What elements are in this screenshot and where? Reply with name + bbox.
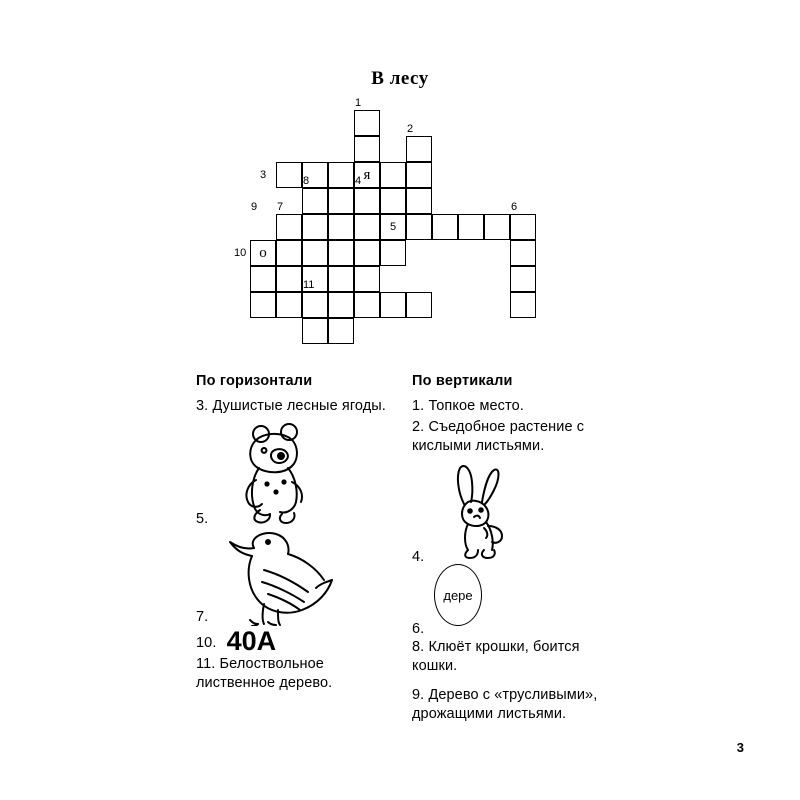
crossword-cell[interactable]	[380, 240, 406, 266]
crossword-cell[interactable]	[354, 292, 380, 318]
crossword-cell-letter	[251, 267, 275, 291]
crossword-cell[interactable]	[328, 214, 354, 240]
page-number: 3	[736, 740, 744, 755]
clue-number: 11.	[196, 656, 216, 672]
clue-text: Белоствольное лиственное дерево.	[196, 656, 333, 691]
crossword-cell[interactable]	[328, 188, 354, 214]
clue-number: 10.	[196, 635, 217, 651]
crossword-cell[interactable]	[380, 292, 406, 318]
crossword-clue-number: 11	[303, 279, 315, 291]
crow-drawing	[224, 530, 344, 626]
clue-down-2	[412, 418, 612, 456]
crossword-clue-number: 1	[355, 97, 362, 109]
crossword-cell-letter	[381, 163, 405, 187]
crossword-cell-letter	[511, 267, 535, 291]
crossword-cell[interactable]	[510, 240, 536, 266]
crossword-cell[interactable]	[328, 292, 354, 318]
crossword-cell-letter	[277, 267, 301, 291]
crossword-cell-letter	[485, 215, 509, 239]
crossword-cell-letter	[303, 319, 327, 343]
crossword-cell[interactable]	[302, 214, 328, 240]
crossword-cell[interactable]	[458, 214, 484, 240]
crossword-cell-letter	[355, 189, 379, 213]
crossword-cell[interactable]	[302, 188, 328, 214]
across-heading: По горизонтали	[196, 373, 313, 389]
crossword-cell-letter	[511, 293, 535, 317]
clue-number: 4.	[412, 549, 425, 565]
clue-down-8	[412, 638, 612, 676]
crossword-cell-letter	[277, 293, 301, 317]
down-clue-column	[412, 372, 612, 726]
crossword-clue-number: 4	[355, 175, 362, 187]
crossword-cell[interactable]	[302, 318, 328, 344]
crossword-cell-letter	[303, 241, 327, 265]
clue-text: Топкое место.	[428, 398, 524, 414]
crossword-cell-letter	[303, 215, 327, 239]
crossword-cell-letter	[407, 293, 431, 317]
crossword-cell-letter	[329, 189, 353, 213]
crossword-cell[interactable]	[354, 136, 380, 162]
crossword-cell[interactable]	[328, 266, 354, 292]
clue-number: 5.	[196, 511, 209, 527]
across-clue-column	[196, 372, 396, 695]
crossword-cell[interactable]	[406, 188, 432, 214]
crossword-cell[interactable]	[406, 136, 432, 162]
down-heading: По вертикали	[412, 373, 513, 389]
rabbit-drawing	[438, 464, 528, 566]
bear-drawing	[226, 418, 336, 528]
crossword-cell-letter	[277, 241, 301, 265]
clue-number: 3.	[196, 398, 209, 414]
crossword-cell[interactable]	[276, 214, 302, 240]
crossword-cell-letter	[381, 293, 405, 317]
clue-across-5	[196, 418, 396, 534]
crossword-clue-number: 5	[390, 221, 397, 233]
crossword-cell[interactable]	[250, 292, 276, 318]
crossword-cell-letter	[329, 293, 353, 317]
clue-down-4	[412, 464, 612, 570]
crossword-cell-letter	[355, 137, 379, 161]
crossword-cell-letter	[251, 293, 275, 317]
clue-answer-graphic: 40А	[226, 626, 277, 656]
clue-down-9	[412, 686, 612, 724]
crossword-cell-letter	[355, 267, 379, 291]
crossword-cell[interactable]	[276, 162, 302, 188]
crossword-clue-number: 3	[260, 169, 267, 181]
crossword-cell[interactable]	[276, 240, 302, 266]
crossword-cell[interactable]	[406, 214, 432, 240]
crossword-cell-letter	[511, 241, 535, 265]
clue-text: Душистые лесные ягоды.	[212, 398, 386, 414]
crossword-cell-letter	[407, 137, 431, 161]
clue-text: Съедобное растение с кислыми листьями.	[412, 419, 585, 454]
crossword-cell-letter	[355, 293, 379, 317]
crossword-cell[interactable]	[302, 240, 328, 266]
oval-answer-text: дере	[443, 588, 473, 603]
crossword-cell-letter	[511, 215, 535, 239]
crossword-clue-number: 6	[511, 201, 518, 213]
crossword-cell-letter	[459, 215, 483, 239]
crossword-cell-letter	[381, 241, 405, 265]
crossword-cell-letter: о	[259, 245, 267, 261]
clue-number: 9.	[412, 687, 425, 703]
crossword-cell[interactable]	[302, 292, 328, 318]
crossword-cell-letter	[407, 163, 431, 187]
crossword-cell-letter	[303, 293, 327, 317]
crossword-cell[interactable]	[406, 292, 432, 318]
clue-number: 6.	[412, 621, 425, 637]
clue-down-1	[412, 397, 612, 416]
clue-text: Дерево с «трусливыми», дрожащими листьями.	[412, 687, 598, 722]
crossword-cell-letter	[329, 319, 353, 343]
crossword-cell-letter	[381, 189, 405, 213]
crossword-grid[interactable]	[234, 97, 580, 350]
crossword-clue-number: 9	[251, 201, 258, 213]
crossword-cell[interactable]	[354, 214, 380, 240]
crossword-cell[interactable]	[510, 292, 536, 318]
crossword-cell[interactable]	[250, 266, 276, 292]
page-title: В лесу	[371, 68, 429, 89]
crossword-cell[interactable]	[510, 266, 536, 292]
crossword-cell[interactable]	[328, 240, 354, 266]
crossword-clue-number: 10	[234, 247, 247, 259]
crossword-cell-letter: я	[363, 167, 371, 183]
crossword-cell[interactable]	[354, 240, 380, 266]
crossword-cell-letter	[277, 163, 301, 187]
crossword-clue-number: 7	[277, 201, 284, 213]
crossword-cell[interactable]	[380, 162, 406, 188]
crossword-cell[interactable]	[354, 266, 380, 292]
oval-answer-graphic	[434, 564, 482, 626]
crossword-cell-letter	[329, 215, 353, 239]
crossword-cell-letter	[433, 215, 457, 239]
crossword-cell[interactable]	[354, 110, 380, 136]
clue-number: 1.	[412, 398, 425, 414]
crossword-clue-number: 8	[303, 175, 310, 187]
crossword-cell[interactable]	[328, 162, 354, 188]
crossword-cell-letter	[303, 189, 327, 213]
crossword-cell-letter	[329, 241, 353, 265]
clue-number: 7.	[196, 609, 209, 625]
clue-number: 2.	[412, 419, 425, 435]
crossword-cell-letter	[355, 241, 379, 265]
crossword-cell[interactable]	[328, 318, 354, 344]
crossword-cell-letter	[407, 189, 431, 213]
crossword-cell-letter	[329, 163, 353, 187]
crossword-cell[interactable]	[432, 214, 458, 240]
clue-across-10	[196, 626, 396, 656]
crossword-cell-letter	[277, 215, 301, 239]
crossword-cell[interactable]	[276, 292, 302, 318]
crossword-cell[interactable]	[250, 240, 276, 266]
crossword-cell[interactable]	[380, 188, 406, 214]
crossword-cell[interactable]	[276, 266, 302, 292]
crossword-cell[interactable]	[354, 188, 380, 214]
clue-text: Клюёт крошки, боится кошки.	[412, 639, 580, 674]
crossword-clue-number: 2	[407, 123, 414, 135]
clue-across-7	[196, 530, 396, 630]
crossword-cell[interactable]	[484, 214, 510, 240]
crossword-cell-letter	[355, 215, 379, 239]
crossword-cell-letter	[407, 215, 431, 239]
crossword-cell-letter	[329, 267, 353, 291]
crossword-cell-letter	[355, 111, 379, 135]
crossword-cell[interactable]	[510, 214, 536, 240]
crossword-cell[interactable]	[406, 162, 432, 188]
clue-across-11	[196, 655, 396, 693]
clue-across-3	[196, 397, 396, 416]
clue-number: 8.	[412, 639, 425, 655]
clue-down-6	[412, 564, 612, 638]
